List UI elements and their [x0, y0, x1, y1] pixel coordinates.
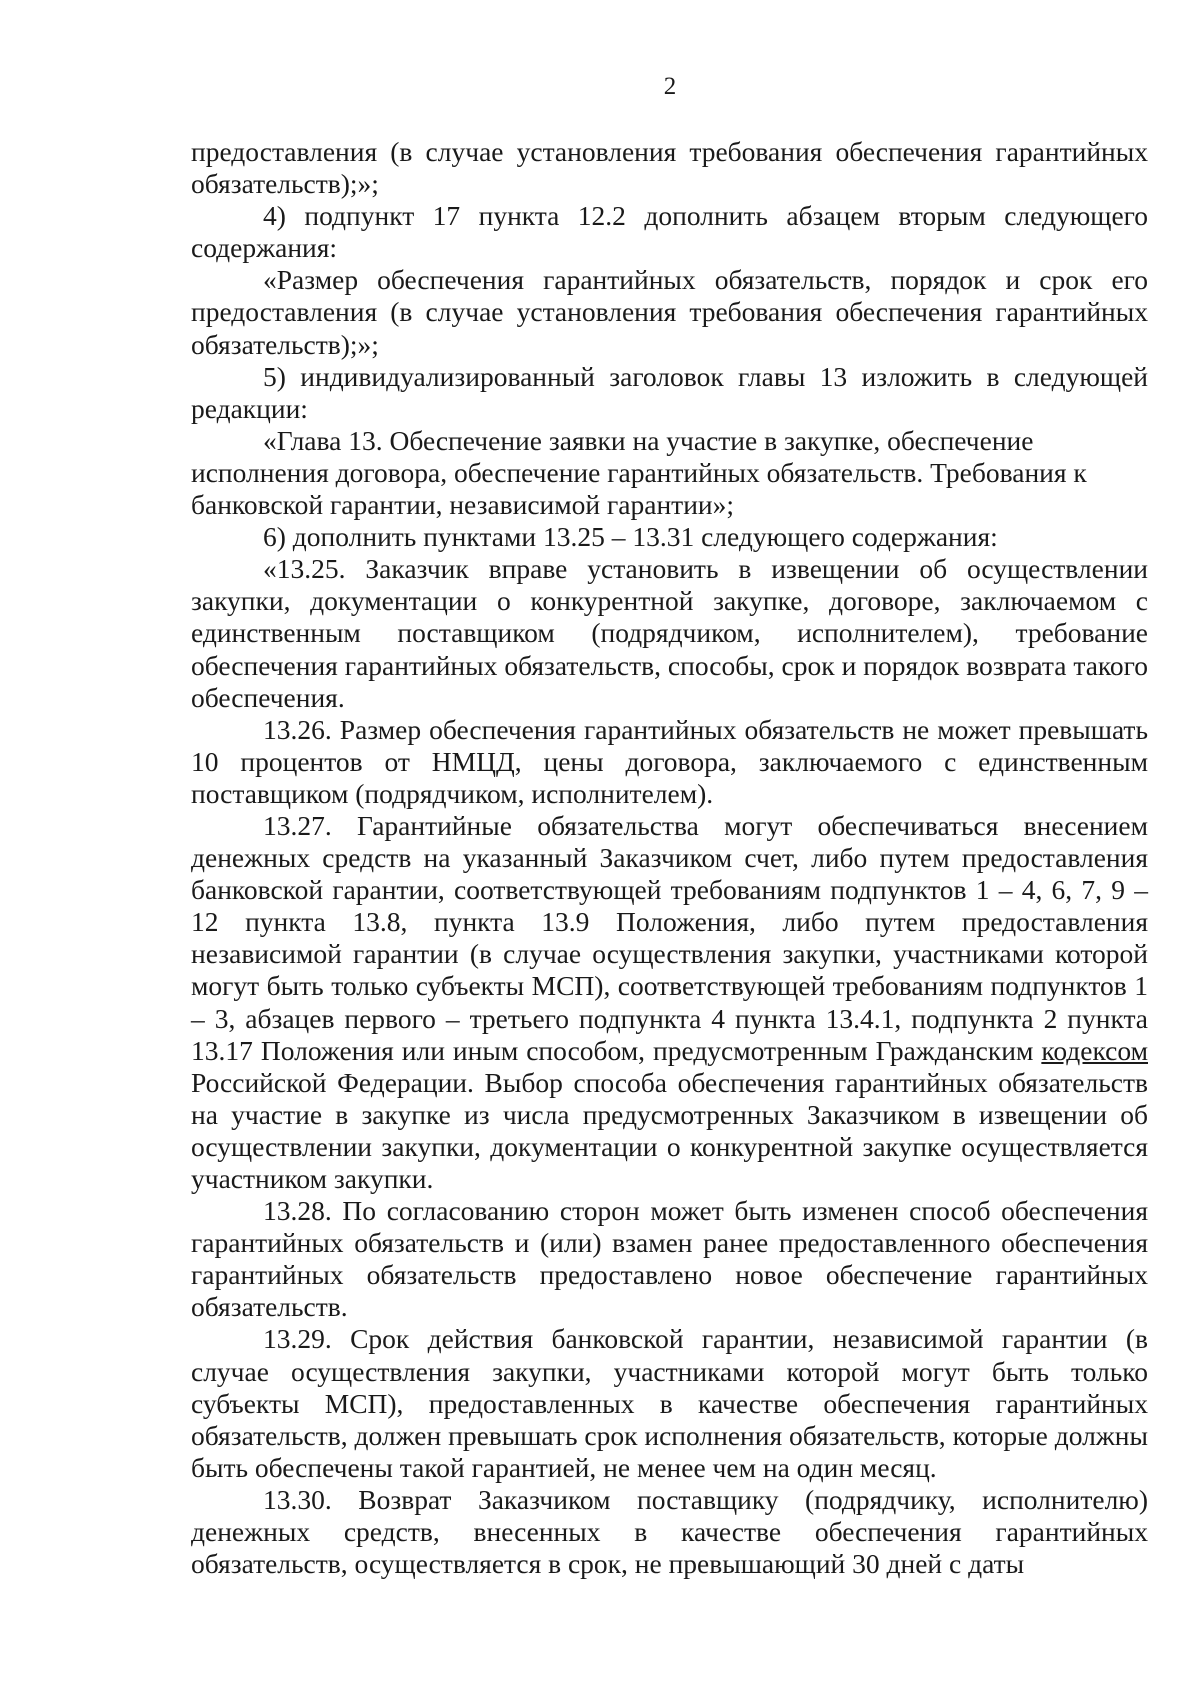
- document-body: [191, 136, 1148, 1580]
- paragraph-13-30: 13.30. Возврат Заказчиком поставщику (подрядчику, исполнителю) денежных средств, внесенных в качестве обеспечения гарантийных обязательств, осуществляется в срок, не превышающий 30 дней с даты: [191, 1483, 1148, 1580]
- paragraph-13-25: «13.25. Заказчик вправе установить в извещении об осуществлении закупки, документации о конкурентной закупке, договоре, заключаемом с единственным поставщиком (подрядчиком, исполнителем), требование обеспечения гарантийных обязательств, способы, срок и порядок возврата такого обеспечения.: [191, 553, 1148, 713]
- paragraph-13-26: 13.26. Размер обеспечения гарантийных обязательств не может превышать 10 процентов от НМЦД, цены договора, заключаемого с единственным поставщиком (подрядчиком, исполнителем).: [191, 713, 1148, 809]
- paragraph-quote-guarantee-size: «Размер обеспечения гарантийных обязательств, порядок и срок его предоставления (в случае установления требования обеспечения гарантийных обязательств);»;: [191, 264, 1148, 360]
- page-number: 2: [663, 73, 677, 100]
- paragraph-13-27-text-before: 13.27. Гарантийные обязательства могут обеспечиваться внесением денежных средств на указанный Заказчиком счет, либо путем предоставления банковской гарантии, соответствующей требованиям подпунктов 1 – 4, 6, 7, 9 – 12 пункта 13.8, пункта 13.9 Положения, либо путем предоставления независимой гарантии (в случае осуществления закупки, участниками которой могут быть только субъекты МСП), соответствующей требованиям подпунктов 1 – 3, абзацев первого – третьего подпункта 4 пункта 13.4.1, подпункта 2 пункта 13.17 Положения или иным способом, предусмотренным Гражданским: [191, 809, 1148, 1066]
- paragraph-continuation: предоставления (в случае установления требования обеспечения гарантийных обязательств);»;: [191, 136, 1148, 200]
- paragraph-item-5: 5) индивидуализированный заголовок главы 13 изложить в следующей редакции:: [191, 360, 1148, 424]
- paragraph-item-4: 4) подпункт 17 пункта 12.2 дополнить абзацем вторым следующего содержания:: [191, 200, 1148, 264]
- paragraph-13-28: 13.28. По согласованию сторон может быть изменен способ обеспечения гарантийных обязательств и (или) взамен ранее предоставленного обеспечения гарантийных обязательств предоставлено новое обеспечение гарантийных обязательств.: [191, 1195, 1148, 1323]
- paragraph-13-27: [191, 810, 1148, 1195]
- paragraph-item-6: 6) дополнить пунктами 13.25 – 13.31 следующего содержания:: [263, 521, 998, 553]
- paragraph-13-29: 13.29. Срок действия банковской гарантии, независимой гарантии (в случае осуществления закупки, участниками которой могут быть только субъекты МСП), предоставленных в качестве обеспечения гарантийных обязательств, должен превышать срок исполнения обязательств, которые должны быть обеспечены такой гарантией, не менее чем на один месяц.: [191, 1323, 1148, 1483]
- civil-code-link[interactable]: кодексом: [1041, 1034, 1148, 1066]
- paragraph-13-27-text-after: Российской Федерации. Выбор способа обеспечения гарантийных обязательств на участие в закупке из числа предусмотренных Заказчиком в извещении об осуществлении закупки, документации о конкурентной закупке осуществляется участником закупки.: [191, 1066, 1148, 1194]
- paragraph-chapter-13-title: «Глава 13. Обеспечение заявки на участие в закупке, обеспечение исполнения договора, обеспечение гарантийных обязательств. Требования к банковской гарантии, независимой гарантии»;: [191, 424, 1087, 521]
